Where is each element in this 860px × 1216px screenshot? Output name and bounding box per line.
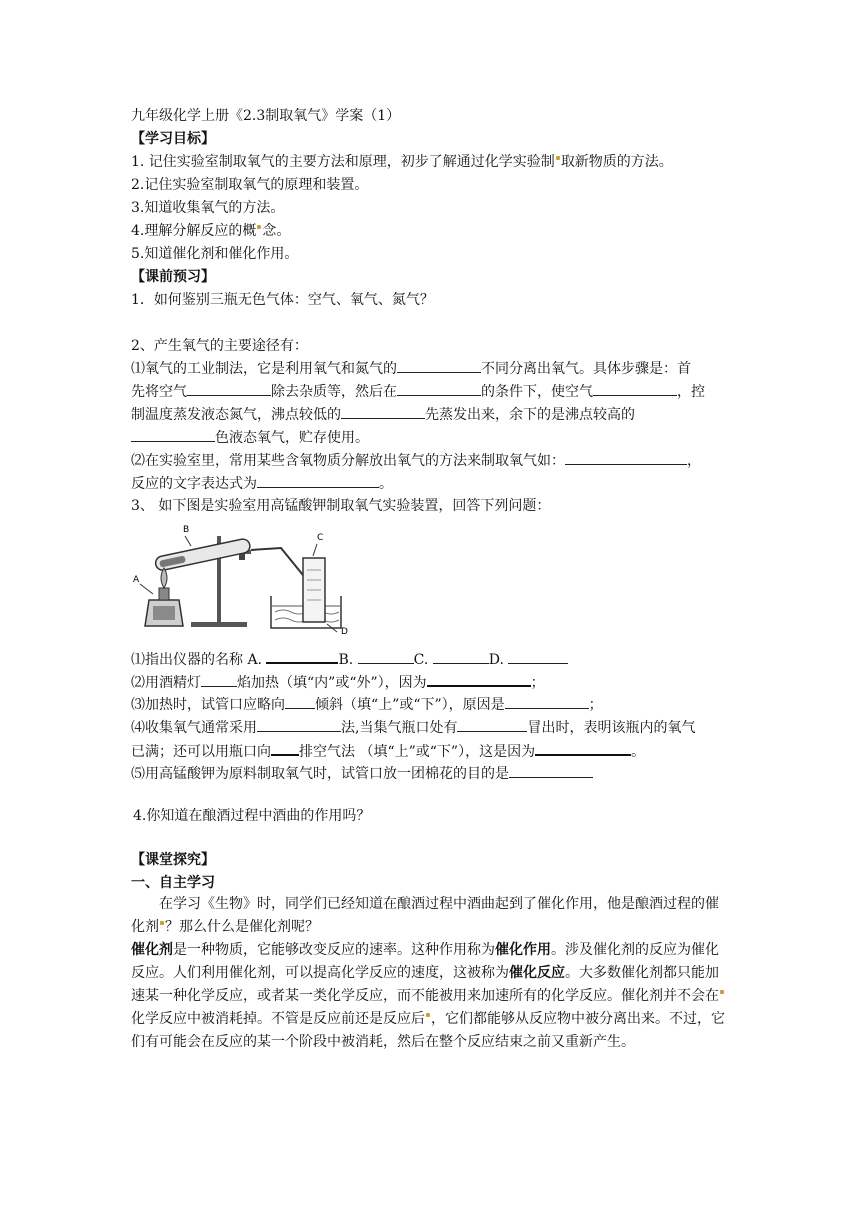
q2-1-line2: 先将空气 除去杂质等，然后在 的条件下，使空气 ，控 xyxy=(131,381,705,402)
catalyst-paragraph: 催化剂是一种物质，它能够改变反应的速率。这种作用称为催化作用。涉及催化剂的反应为催化反应。人们利用催化剂，可以提高化学反应的速度，这被称为催化反应。大多数催化剂都只能加速某一种化学反应，或者某一类化学反应，而不能被用来加速所有的化学反应。催化剂并不会在化学反应中被消耗掉。不管是反应前还是反应后 ，它们都能够从反应物中被分离出来。不过，它们有可能会在反应的某一个阶段中被消耗，然后在整个反应结束之前又重新产生。 xyxy=(131,942,725,1050)
mark-dot xyxy=(160,921,164,925)
blank[interactable] xyxy=(285,694,315,709)
goal-item-1: 1. 记住实验室制取氧气的主要方法和原理，初步了解通过化学实验制 取新物质的方法。 xyxy=(131,154,673,170)
blank[interactable] xyxy=(457,717,527,732)
q3-item-3: ⑶加热时，试管口应略向 倾斜（填“上”或“下”），原因是 ； xyxy=(131,694,603,715)
q2-1-line4: 色液态氧气，贮存使用。 xyxy=(131,427,369,448)
blank[interactable] xyxy=(433,649,489,664)
explore-heading: 【课堂探究】 xyxy=(131,852,215,868)
q2-1-line3: 制温度蒸发液态氮气，沸点较低的 先蒸发出来，余下的是沸点较高的 xyxy=(131,404,635,425)
blank[interactable] xyxy=(271,740,299,756)
label-D: D xyxy=(341,627,348,634)
blank[interactable] xyxy=(508,649,568,664)
mark-dot xyxy=(556,156,560,160)
blank[interactable] xyxy=(565,450,687,465)
apparatus-diagram xyxy=(131,522,353,634)
preview-heading: 【课前预习】 xyxy=(131,269,215,285)
goal-item-3: 3.知道收集氧气的方法。 xyxy=(131,200,285,216)
blank[interactable] xyxy=(593,381,677,396)
q3-item-4: ⑷收集氧气通常采用 法,当集气瓶口处有 冒出时，表明该瓶内的氧气 xyxy=(131,717,695,738)
q3-item-1: ⑴指出仪器的名称 A. B. C. D. xyxy=(131,648,568,670)
mark-dot xyxy=(257,225,261,229)
blank[interactable] xyxy=(505,694,589,709)
goal-item-4: 4.理解分解反应的概 念。 xyxy=(131,223,291,239)
preview-q3: 3、 如下图是实验室用高锰酸钾制取氧气实验装置，回答下列问题： xyxy=(131,498,551,514)
blank[interactable] xyxy=(341,404,425,419)
preview-q1: 1．如何鉴别三瓶无色气体：空气、氧气、氮气？ xyxy=(131,292,434,308)
preview-q4: 4.你知道在酿酒过程中酒曲的作用吗？ xyxy=(133,808,371,824)
mark-dot xyxy=(720,990,724,994)
goals-heading: 【学习目标】 xyxy=(131,131,215,147)
q2-2-line1: ⑵在实验室里，常用某些含氧物质分解放出氧气的方法来制取氧气如： ， xyxy=(131,450,701,471)
q3-item-4b: 已满；还可以用瓶口向 排空气法 （填“上”或“下”），这是因为 。 xyxy=(131,740,645,762)
blank[interactable] xyxy=(131,427,215,442)
blank[interactable] xyxy=(397,381,481,396)
page-title: 九年级化学上册《2.3制取氧气》学案（1） xyxy=(131,108,401,124)
label-A: A xyxy=(133,575,140,585)
blank[interactable] xyxy=(201,672,237,687)
test-tube xyxy=(154,538,251,572)
blank[interactable] xyxy=(397,358,481,373)
blank[interactable] xyxy=(257,717,341,732)
q3-item-2: ⑵用酒精灯 焰加热（填“内”或“外”），因为 ； xyxy=(131,671,545,693)
alcohol-lamp xyxy=(145,568,183,626)
preview-q2: 2、产生氧气的主要途径有： xyxy=(131,338,308,354)
blank[interactable] xyxy=(427,671,531,687)
goal-item-5: 5.知道催化剂和催化作用。 xyxy=(131,246,299,262)
q2-2-line2: 反应的文字表达式为 。 xyxy=(131,473,393,494)
self-study-heading: 一、自主学习 xyxy=(131,875,215,891)
blank[interactable] xyxy=(266,648,338,664)
blank[interactable] xyxy=(257,473,379,488)
gas-collecting-bottle xyxy=(303,558,325,622)
blank[interactable] xyxy=(358,649,414,664)
mark-dot xyxy=(426,1013,430,1017)
label-C: C xyxy=(317,533,324,543)
label-B: B xyxy=(183,525,190,535)
q3-item-5: ⑸用高锰酸钾为原料制取氧气时，试管口放一团棉花的目的是 xyxy=(131,763,593,784)
q2-1-line1: ⑴氧气的工业制法，它是利用氧气和氮气的 不同分离出氧气。具体步骤是：首 xyxy=(131,358,691,379)
intro-paragraph: 在学习《生物》时，同学们已经知道在酿酒过程中酒曲起到了催化作用，他是酿酒过程的催化剂 ？那么什么是催化剂呢？ xyxy=(131,896,719,935)
blank[interactable] xyxy=(509,763,593,778)
goal-item-2: 2.记住实验室制取氧气的原理和装置。 xyxy=(131,177,369,193)
blank[interactable] xyxy=(535,740,631,756)
delivery-tube xyxy=(251,548,309,610)
blank[interactable] xyxy=(187,381,271,396)
